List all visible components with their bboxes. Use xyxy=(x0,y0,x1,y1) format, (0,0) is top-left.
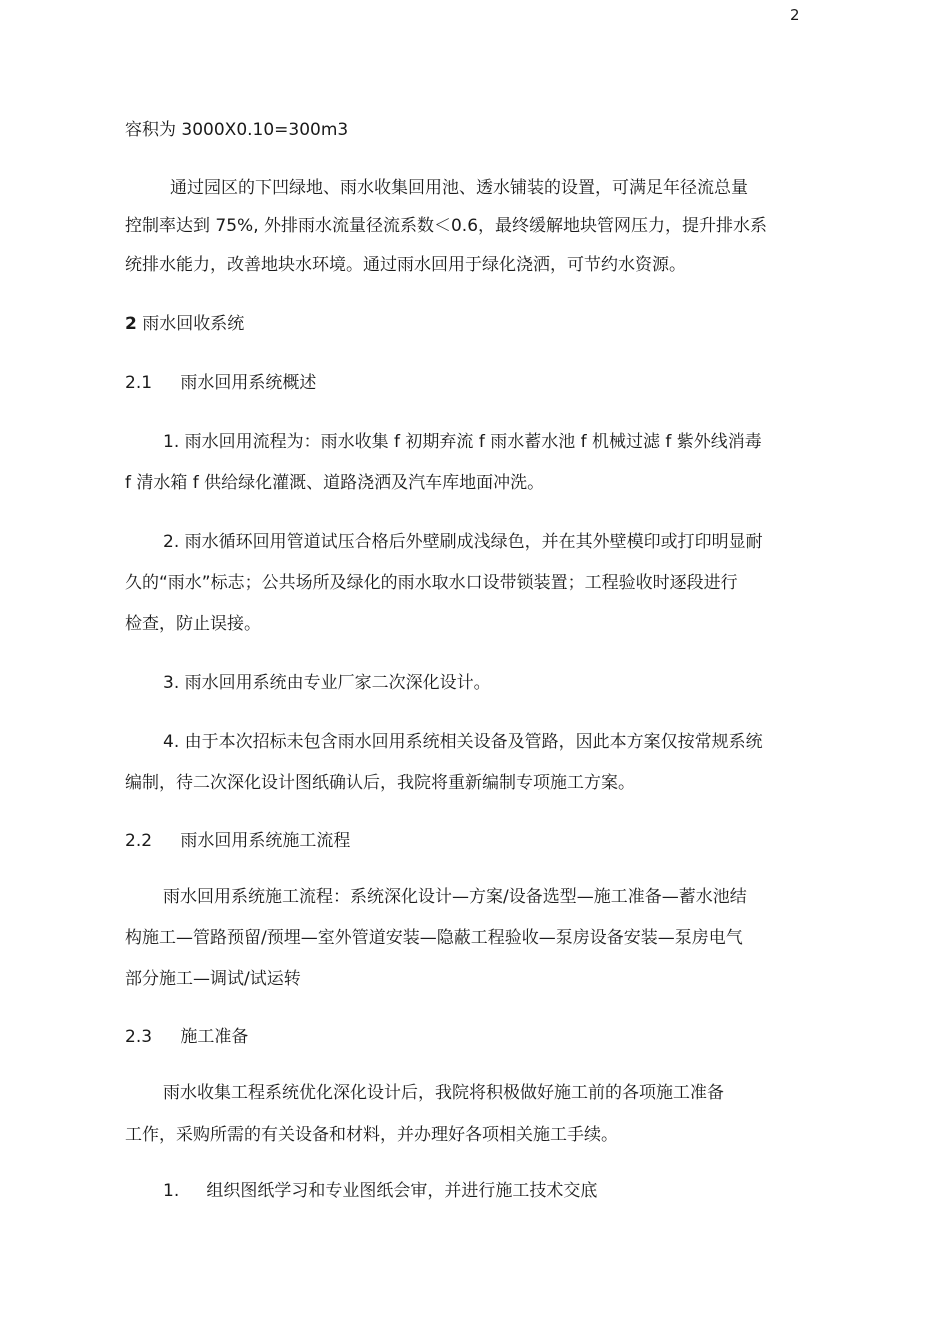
text-line: 部分施工—调试/试运转 xyxy=(125,969,301,989)
subsection-title: 雨水回用系统概述 xyxy=(180,373,317,393)
text-line: 容积为 3000X0.10=300m3 xyxy=(125,120,349,140)
section-title: 雨水回收系统 xyxy=(142,314,245,334)
subsection-number: 2.3 xyxy=(125,1027,153,1047)
text-line: 3. 雨水回用系统由专业厂家二次深化设计。 xyxy=(163,673,491,693)
subsection-number: 2.1 xyxy=(125,373,153,393)
subsection-heading xyxy=(125,371,316,395)
subsection-heading xyxy=(125,1025,248,1049)
text-line: 统排水能力，改善地块水环境。通过雨水回用于绿化浇洒，可节约水资源。 xyxy=(125,255,686,275)
page-number: 2 xyxy=(790,6,800,24)
list-item xyxy=(163,1179,597,1203)
text-line: f 清水箱 f 供给绿化灌溉、道路浇洒及汽车库地面冲洗。 xyxy=(125,473,545,493)
text-line: 1. 雨水回用流程为：雨水收集 f 初期弃流 f 雨水蓄水池 f 机械过滤 f 紫外线消毒 xyxy=(163,432,762,452)
subsection-title: 施工准备 xyxy=(180,1027,249,1047)
text-line: 2. 雨水循环回用管道试压合格后外壁刷成浅绿色，并在其外壁模印或打印明显耐 xyxy=(163,532,763,552)
list-number: 1. xyxy=(163,1181,180,1201)
text-line: 雨水回用系统施工流程：系统深化设计—方案/设备选型—施工准备—蓄水池结 xyxy=(163,887,747,907)
subsection-heading xyxy=(125,829,350,853)
text-line: 通过园区的下凹绿地、雨水收集回用池、透水铺装的设置，可满足年径流总量 xyxy=(170,178,748,198)
text-line: 构施工—管路预留/预埋—室外管道安装—隐蔽工程验收—泵房设备安装—泵房电气 xyxy=(125,928,743,948)
section-heading xyxy=(125,312,244,336)
text-line: 雨水收集工程系统优化深化设计后，我院将积极做好施工前的各项施工准备 xyxy=(163,1083,724,1103)
text-line: 久的“雨水”标志；公共场所及绿化的雨水取水口设带锁装置；工程验收时逐段进行 xyxy=(125,573,738,593)
list-text: 组织图纸学习和专业图纸会审，并进行施工技术交底 xyxy=(206,1181,598,1201)
text-line: 编制，待二次深化设计图纸确认后，我院将重新编制专项施工方案。 xyxy=(125,773,635,793)
text-line: 4. 由于本次招标未包含雨水回用系统相关设备及管路，因此本方案仅按常规系统 xyxy=(163,732,763,752)
subsection-title: 雨水回用系统施工流程 xyxy=(180,831,351,851)
section-number: 2 xyxy=(125,314,137,334)
text-line: 控制率达到 75%, 外排雨水流量径流系数＜0.6，最终缓解地块管网压力，提升排水系 xyxy=(125,216,768,236)
subsection-number: 2.2 xyxy=(125,831,153,851)
text-line: 工作，采购所需的有关设备和材料，并办理好各项相关施工手续。 xyxy=(125,1125,618,1145)
text-line: 检查，防止误接。 xyxy=(125,614,261,634)
